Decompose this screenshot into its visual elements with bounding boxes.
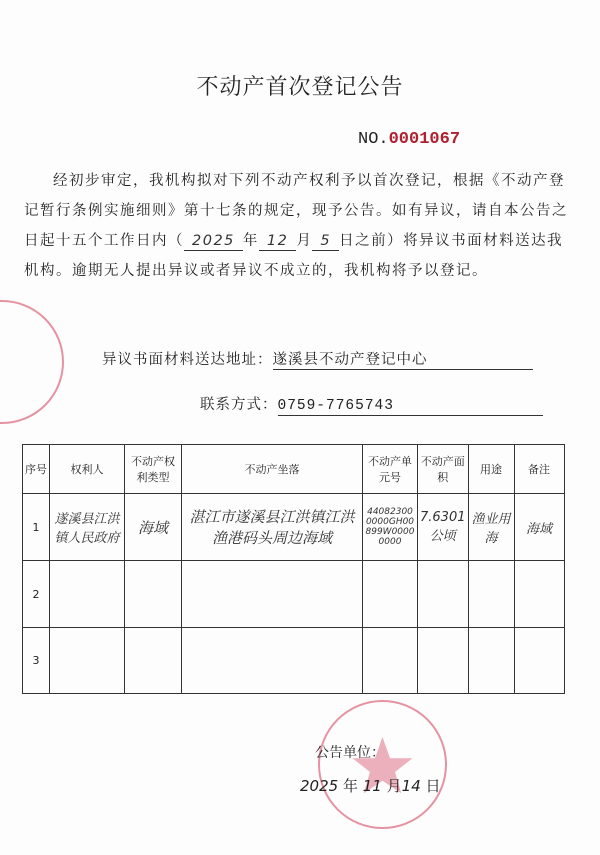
cell-area: 7.6301公顷 [418, 494, 469, 561]
day-unit: 日 [425, 777, 441, 795]
issuer-label: 公告单位： [315, 745, 385, 761]
header-cell: 权利人 [50, 445, 125, 494]
cell-area [418, 628, 469, 694]
deadline-year: 2025 [184, 232, 243, 251]
body-text-1: 经初步审定，我机构拟对下列不动产权利予以首次登记，根据《不动产登记暂行条例实施细则》第十七条的规定，现予公告。如有异议，请自本公告之日起十五个工作日内（ [24, 173, 568, 249]
cell-usage: 渔业用海 [468, 494, 514, 561]
issue-day: 14 [401, 777, 421, 795]
cell-location [182, 561, 363, 628]
header-cell: 不动产坐落 [182, 445, 363, 494]
cell-index: 3 [23, 628, 50, 694]
page-title: 不动产首次登记公告 [196, 75, 404, 100]
cell-location: 湛江市遂溪县江洪镇江洪渔港码头周边海域 [182, 494, 363, 561]
header-cell: 备注 [514, 445, 564, 494]
year-unit: 年 [242, 233, 259, 249]
announcement-body [24, 166, 579, 286]
cell-unit-no [363, 561, 418, 628]
cell-remark: 海域 [514, 494, 564, 561]
official-seal-left [0, 300, 64, 424]
official-seal [318, 700, 447, 829]
contact-line [200, 393, 543, 416]
cell-owner [50, 561, 125, 628]
cell-right-type: 海域 [125, 494, 182, 561]
deadline-month: 12 [259, 232, 296, 251]
cell-location [182, 628, 363, 694]
deadline-day: 5 [312, 232, 339, 251]
header-cell: 不动产面积 [418, 445, 469, 494]
issue-year: 2025 [300, 777, 339, 795]
table-header-row [23, 445, 565, 494]
year-unit: 年 [342, 777, 358, 795]
cell-unit-no: 440823000000GH00899W00000000 [363, 494, 418, 561]
body-text-2: 日之前）将异议书面材料送达我机构。逾期无人提出异议或者异议不成立的，我机构将予以登记。 [24, 233, 564, 279]
month-unit: 月 [386, 777, 402, 795]
table-row [23, 628, 565, 694]
table-row [23, 494, 565, 561]
cell-remark [514, 561, 564, 628]
cell-remark [514, 628, 564, 694]
cell-owner: 遂溪县江洪镇人民政府 [50, 494, 125, 561]
header-cell: 不动产单元号 [363, 445, 418, 494]
cell-usage [468, 628, 514, 694]
month-unit: 月 [296, 233, 313, 249]
issue-month: 11 [362, 777, 382, 795]
registration-table [22, 444, 565, 694]
header-cell: 序号 [23, 445, 50, 494]
table-row [23, 561, 565, 628]
seal-star-icon [320, 702, 445, 827]
address-line [102, 348, 533, 370]
cell-unit-no [363, 628, 418, 694]
cell-index: 1 [23, 494, 50, 561]
contact-label: 联系方式： [200, 397, 278, 413]
address-label: 异议书面材料送达地址： [102, 352, 273, 368]
address-value: 遂溪县不动产登记中心 [273, 351, 533, 370]
no-value: 0001067 [388, 130, 461, 149]
cell-index: 2 [23, 561, 50, 628]
cell-owner [50, 628, 125, 694]
contact-value: 0759-7765743 [278, 397, 543, 416]
no-label: NO. [358, 130, 389, 149]
cell-right-type [125, 561, 182, 628]
issue-date [300, 775, 441, 796]
cell-area [418, 561, 469, 628]
cell-usage [468, 561, 514, 628]
header-cell: 用途 [468, 445, 514, 494]
serial-number [358, 130, 460, 149]
cell-right-type [125, 628, 182, 694]
header-cell: 不动产权利类型 [125, 445, 182, 494]
